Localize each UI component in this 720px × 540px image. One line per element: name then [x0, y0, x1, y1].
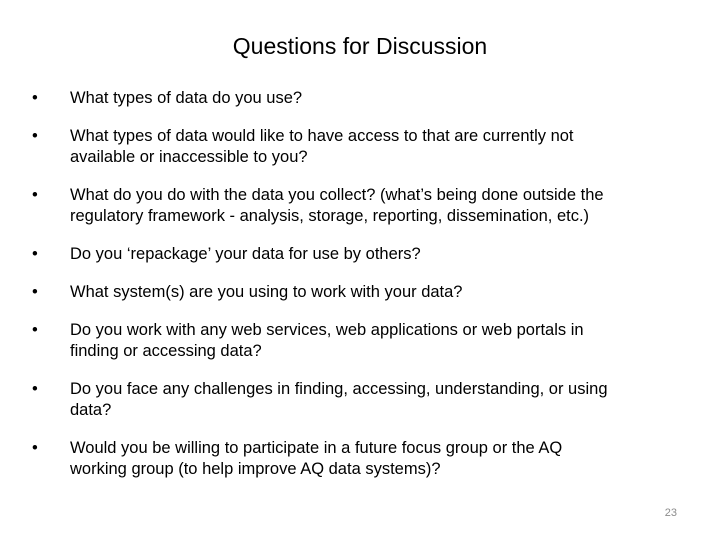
bullet-item	[32, 282, 692, 303]
bullet-item	[32, 244, 692, 265]
bullet-icon: •	[32, 245, 38, 263]
bullet-icon: •	[32, 127, 38, 145]
bullet-item	[32, 379, 692, 421]
bullet-list	[32, 88, 692, 480]
bullet-text: What types of data do you use?	[70, 89, 303, 107]
bullet-item	[32, 185, 692, 227]
bullet-icon: •	[32, 439, 38, 457]
bullet-item	[32, 88, 692, 109]
bullet-item	[32, 320, 692, 362]
bullet-text: What system(s) are you using to work with your data?	[70, 283, 463, 301]
bullet-item	[32, 126, 692, 168]
page-number: 23	[664, 507, 677, 519]
bullet-text: Would you be willing to participate in a future focus group or the AQ working group (to help improve AQ data systems)?	[70, 439, 563, 478]
bullet-icon: •	[32, 89, 38, 107]
bullet-icon: •	[32, 321, 38, 339]
bullet-text: Do you ‘repackage’ your data for use by others?	[70, 245, 421, 263]
bullet-text: What types of data would like to have access to that are currently not available or inaccessible to you?	[70, 127, 574, 166]
bullet-item	[32, 438, 692, 480]
bullet-icon: •	[32, 380, 38, 398]
bullet-icon: •	[32, 283, 38, 301]
bullet-icon: •	[32, 186, 38, 204]
bullet-text: What do you do with the data you collect? (what’s being done outside the regulatory framework - analysis, storage, reporting, dissemination, etc.)	[70, 186, 604, 225]
bullet-text: Do you work with any web services, web applications or web portals in finding or accessing data?	[70, 321, 584, 360]
slide-title: Questions for Discussion	[232, 33, 488, 59]
bullet-text: Do you face any challenges in finding, accessing, understanding, or using data?	[70, 380, 608, 419]
